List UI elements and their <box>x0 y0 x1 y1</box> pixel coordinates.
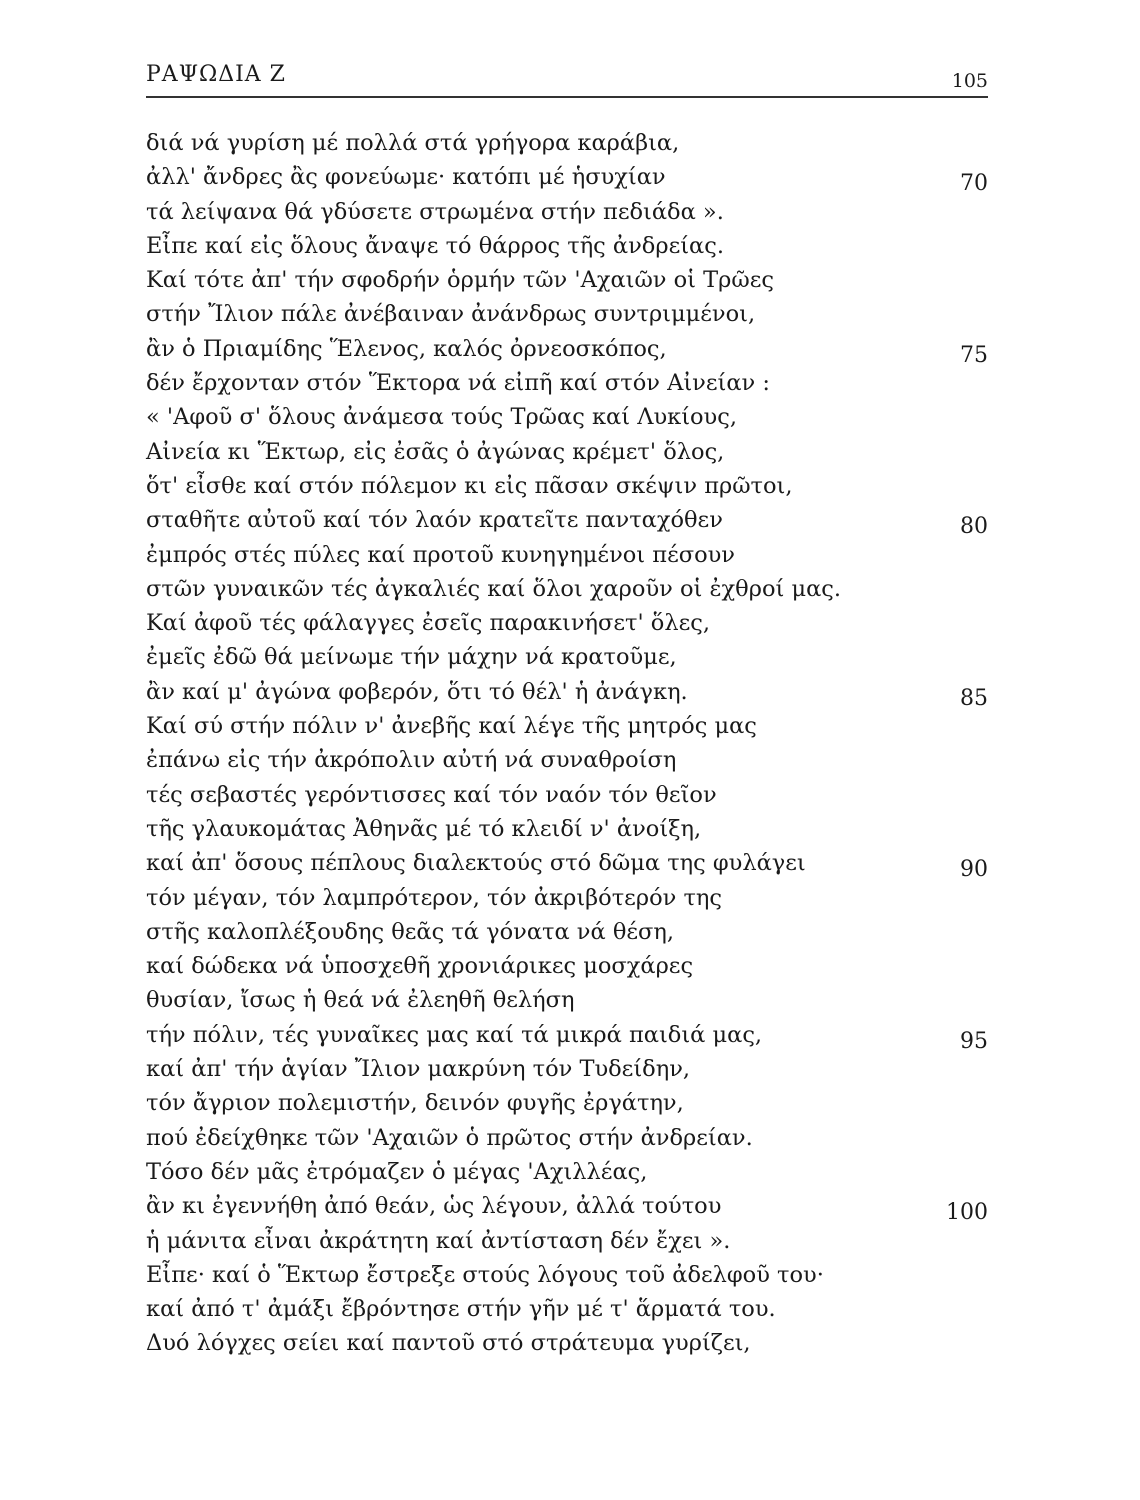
verse-line-text: τῆς γλαυκομάτας Ἀθηνᾶς μέ τό κλειδί ν' ἀνοίξη, <box>146 815 702 842</box>
verse-line <box>146 881 988 915</box>
verse-line-text: Καί σύ στήν πόλιν ν' ἀνεβῆς καί λέγε τῆς μητρός μας <box>146 713 757 740</box>
verse-line-text: Δυό λόγχες σείει καί παντοῦ στό στράτευμα γυρίζει, <box>146 1330 751 1357</box>
verse-line-text: καί δώδεκα νά ὑποσχεθῆ χρονιάρικες μοσχάρες <box>146 953 694 980</box>
verse-line-text: ὅτ' εἶσθε καί στόν πόλεμον κι εἰς πᾶσαν σκέψιν πρῶτοι, <box>146 472 793 499</box>
line-number: 75 <box>960 342 988 368</box>
verse-line <box>146 469 988 503</box>
verse-line <box>146 778 988 812</box>
verse-line <box>146 503 988 540</box>
verse-line-text: τόν ἄγριον πολεμιστήν, δεινόν φυγῆς ἐργάτην, <box>146 1090 684 1117</box>
verse-line <box>146 229 988 263</box>
verse-line-text: ἐμπρός στές πύλες καί προτοῦ κυνηγημένοι πέσουν <box>146 541 735 568</box>
verse-line <box>146 949 988 983</box>
verse-line <box>146 126 988 160</box>
verse-line <box>146 640 988 674</box>
verse-line-text: ἐμεῖς ἐδῶ θά μείνωμε τήν μάχην νά κρατοῦμε, <box>146 644 677 671</box>
verse-line <box>146 1155 988 1189</box>
line-number: 80 <box>960 514 988 540</box>
verse-line-text: ἂν καί μ' ἀγώνα φοβερόν, ὅτι τό θέλ' ἡ ἀνάγκη. <box>146 678 688 705</box>
verse-line <box>146 435 988 469</box>
verse-line <box>146 709 988 743</box>
verse-line <box>146 983 988 1017</box>
verse-line <box>146 675 988 709</box>
verse-line-text: καί ἀπ' τήν ἁγίαν Ἴλιον μακρύνη τόν Τυδείδην, <box>146 1056 691 1083</box>
line-number: 85 <box>960 685 988 711</box>
verse-line <box>146 915 988 949</box>
verse-line <box>146 195 988 229</box>
verse-line <box>146 400 988 434</box>
chapter-title: ΡΑΨΩΔΙΑ Ζ <box>146 62 286 87</box>
verse-line <box>146 846 988 883</box>
line-number: 70 <box>960 171 988 197</box>
verse-line <box>146 366 988 400</box>
running-header <box>146 60 988 92</box>
verse-line <box>146 1326 988 1360</box>
verse-line-text: θυσίαν, ἴσως ἡ θεά νά ἐλεηθῆ θελήση <box>146 987 575 1014</box>
verse-line <box>146 1258 988 1292</box>
verse-line <box>146 606 988 640</box>
verse-line-text: τόν μέγαν, τόν λαμπρότερον, τόν ἀκριβότερόν της <box>146 884 722 911</box>
verse-line <box>146 538 988 572</box>
verse-line-text: τήν πόλιν, τές γυναῖκες μας καί τά μικρά παιδιά μας, <box>146 1021 763 1048</box>
verse-line-text: στῆς καλοπλέξουδης θεᾶς τά γόνατα νά θέση, <box>146 918 675 945</box>
verse-line-text: ἐπάνω εἰς τήν ἀκρόπολιν αὐτή νά συναθροίση <box>146 747 677 774</box>
verse-line-text: σταθῆτε αὐτοῦ καί τόν λαόν κρατεῖτε πανταχόθεν <box>146 507 723 534</box>
verse-line <box>146 1086 988 1120</box>
line-number: 100 <box>946 1200 988 1226</box>
verse-line <box>146 1121 988 1155</box>
verse-line <box>146 1292 988 1326</box>
verse-line-text: δέν ἔρχονταν στόν Ἕκτορα νά εἰπῆ καί στόν Αἰνείαν : <box>146 370 770 397</box>
verse-line-text: τές σεβαστές γερόντισσες καί τόν ναόν τόν θεῖον <box>146 781 717 808</box>
verse-line-text: ἡ μάνιτα εἶναι ἀκράτητη καί ἀντίσταση δέν ἔχει ». <box>146 1227 731 1254</box>
verse-line-text: Καί ἀφοῦ τές φάλαγγες ἐσεῖς παρακινήσετ' ὅλες, <box>146 610 710 637</box>
page-number: 105 <box>951 70 988 92</box>
verse-line-text: ἂν ὁ Πριαμίδης Ἕλενος, καλός ὀρνεοσκόπος, <box>146 335 667 362</box>
verse-line-text: Εἶπε καί εἰς ὅλους ἄναψε τό θάρρος τῆς ἀνδρείας. <box>146 232 725 259</box>
verse-line <box>146 1052 988 1086</box>
verse-line-text: καί ἀπό τ' ἀμάξι ἔβρόντησε στήν γῆν μέ τ' ἅρματά του. <box>146 1296 776 1323</box>
verse-text <box>146 126 988 1361</box>
verse-line <box>146 263 988 297</box>
verse-line-text: Καί τότε ἀπ' τήν σφοδρήν ὁρμήν τῶν 'Αχαιῶν οἱ Τρῶες <box>146 267 775 294</box>
verse-line <box>146 1018 988 1052</box>
verse-line-text: τά λείψανα θά γδύσετε στρωμένα στήν πεδιάδα ». <box>146 198 724 225</box>
verse-line-text: διά νά γυρίση μέ πολλά στά γρήγορα καράβια, <box>146 130 680 156</box>
verse-line <box>146 160 988 197</box>
verse-line <box>146 297 988 331</box>
verse-line <box>146 743 988 777</box>
verse-line-text: Αἰνεία κι Ἕκτωρ, εἰς ἐσᾶς ὁ ἀγώνας κρέμετ' ὅλος, <box>146 438 725 465</box>
verse-line-text: στῶν γυναικῶν τές ἀγκαλιές καί ὅλοι χαροῦν οἱ ἐχθροί μας. <box>146 575 842 602</box>
verse-line-text: ἀλλ' ἄνδρες ἂς φονεύωμε· κατόπι μέ ἡσυχίαν <box>146 164 666 191</box>
line-number: 95 <box>960 1028 988 1054</box>
verse-line <box>146 812 988 846</box>
verse-line <box>146 332 988 366</box>
verse-line-text: Εἶπε· καί ὁ Ἕκτωρ ἔστρεξε στούς λόγους τοῦ ἀδελφοῦ του· <box>146 1261 824 1288</box>
verse-line <box>146 1189 988 1226</box>
verse-line <box>146 1224 988 1258</box>
verse-line-text: στήν Ἴλιον πάλε ἀνέβαιναν ἀνάνδρως συντριμμένοι, <box>146 301 756 328</box>
header-rule <box>146 96 988 98</box>
verse-line-text: καί ἀπ' ὅσους πέπλους διαλεκτούς στό δῶμα της φυλάγει <box>146 850 806 877</box>
line-number: 90 <box>960 857 988 883</box>
verse-line <box>146 572 988 606</box>
verse-line-text: « 'Αφοῦ σ' ὅλους ἀνάμεσα τούς Τρῶας καί Λυκίους, <box>146 404 737 431</box>
verse-line-text: ἂν κι ἐγεννήθη ἀπό θεάν, ὡς λέγουν, ἀλλά τούτου <box>146 1193 722 1220</box>
verse-line-text: Τόσο δέν μᾶς ἐτρόμαζεν ὁ μέγας 'Αχιλλέας, <box>146 1158 648 1185</box>
verse-line-text: πού ἐδείχθηκε τῶν 'Αχαιῶν ὁ πρῶτος στήν ἀνδρείαν. <box>146 1124 753 1151</box>
